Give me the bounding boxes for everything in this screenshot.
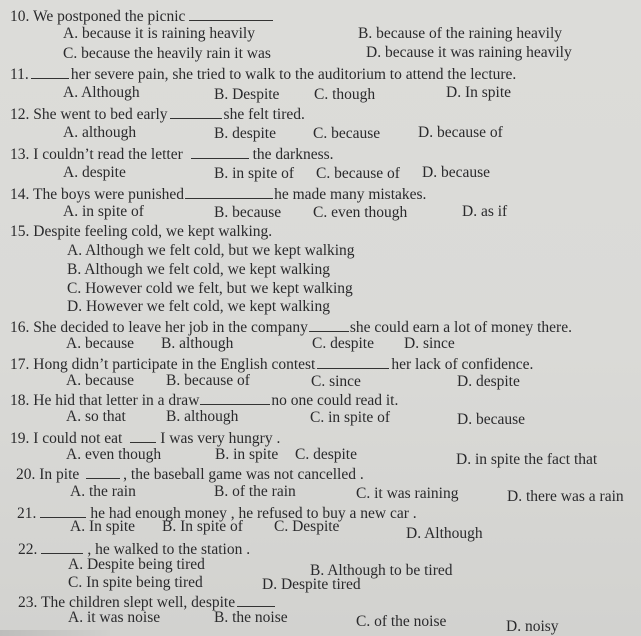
- q17-option-d: D. despite: [457, 373, 520, 390]
- q14-option-d: D. as if: [462, 203, 508, 220]
- q22-option-d: D. Despite tired: [262, 576, 361, 593]
- q12-option-c: C. because: [313, 125, 381, 142]
- q16-option-b: B. although: [161, 335, 234, 352]
- question-14-stem: 14. The boys were punished he made many mistakes.: [10, 186, 427, 203]
- q21-option-c: C. Despite: [274, 518, 340, 535]
- q23-option-b: B. the noise: [214, 609, 288, 626]
- q18-option-c: C. in spite of: [310, 409, 391, 426]
- q15-option-a: A. Although we felt cold, but we kept walking: [67, 242, 355, 259]
- q19-option-a: A. even though: [66, 446, 162, 463]
- q21-option-a: A. In spite: [70, 518, 136, 535]
- q18-option-d: D. because: [457, 411, 525, 428]
- q10-option-b: B. because of the raining heavily: [358, 25, 563, 42]
- q12-option-b: B. despite: [214, 125, 276, 142]
- q22-option-c: C. In spite being tired: [68, 574, 203, 591]
- question-11-stem: 11. her severe pain, she tried to walk to the auditorium to attend the lecture.: [10, 66, 517, 83]
- q17-option-b: B. because of: [166, 372, 250, 389]
- q23-option-d: D. noisy: [506, 618, 559, 635]
- q17-option-a: A. because: [66, 372, 134, 389]
- q11-option-a: A. Although: [63, 84, 140, 101]
- q23-option-a: A. it was noise: [68, 609, 161, 626]
- q20-option-a: A. the rain: [70, 483, 136, 500]
- page-bottom-edge: [0, 630, 110, 636]
- q13-option-c: C. because of: [316, 165, 400, 182]
- question-10-stem: 10. We postponed the picnic: [10, 6, 273, 26]
- q10-option-d: D. because it was raining heavily: [366, 44, 572, 61]
- question-12-stem: 12. She went to bed early she felt tired.: [10, 106, 305, 123]
- q14-option-b: B. because: [214, 204, 282, 221]
- q22-option-b: B. Although to be tired: [310, 562, 453, 579]
- question-15-stem: 15. Despite feeling cold, we kept walking.: [10, 223, 273, 240]
- question-16-stem: 16. She decided to leave her job in the company she could earn a lot of money there.: [10, 319, 572, 336]
- q20-option-b: B. of the rain: [214, 483, 296, 500]
- question-17-stem: 17. Hong didn’t participate in the English contest her lack of confidence.: [10, 356, 534, 373]
- q23-option-c: C. of the noise: [356, 613, 447, 630]
- q17-option-c: C. since: [311, 373, 361, 390]
- question-18-stem: 18. He hid that letter in a draw no one could read it.: [10, 392, 399, 409]
- q16-option-c: C. despite: [312, 335, 374, 352]
- q16-option-d: D. since: [404, 335, 455, 352]
- q19-option-b: B. in spite: [215, 446, 279, 463]
- q15-option-b: B. Although we felt cold, we kept walking: [67, 261, 331, 278]
- q15-option-c: C. However cold we felt, but we kept walking: [67, 280, 353, 297]
- q11-option-c: C. though: [314, 86, 376, 103]
- question-19-stem: 19. I could not eat I was very hungry .: [10, 430, 281, 447]
- q15-option-d: D. However we felt cold, we kept walking: [67, 298, 330, 315]
- q18-option-a: A. so that: [66, 408, 126, 425]
- q19-option-c: C. despite: [295, 446, 357, 463]
- question-13-stem: 13. I couldn’t read the letter the darkness.: [10, 146, 334, 163]
- question-21-stem: 21. he had enough money , he refused to buy a new car .: [17, 505, 417, 522]
- question-20-stem: 20. In pite , the baseball game was not cancelled .: [16, 466, 364, 483]
- q16-option-a: A. because: [66, 335, 134, 352]
- q22-option-a: A. Despite being tired: [68, 556, 205, 573]
- q20-option-c: C. it was raining: [356, 485, 459, 502]
- q21-option-d: D. Although: [406, 525, 483, 542]
- q13-option-d: D. because: [422, 164, 490, 181]
- q12-option-d: D. because of: [418, 124, 503, 141]
- q13-option-b: B. in spite of: [214, 165, 295, 182]
- question-23-stem: 23. The children slept well, despite: [18, 592, 277, 612]
- q10-option-a: A. because it is raining heavily: [63, 25, 255, 42]
- question-22-stem: 22. , he walked to the station .: [18, 541, 251, 558]
- q18-option-b: B. although: [166, 408, 239, 425]
- q11-option-b: B. Despite: [214, 86, 280, 103]
- q12-option-a: A. although: [63, 124, 137, 141]
- q14-option-a: A. in spite of: [63, 203, 144, 220]
- q14-option-c: C. even though: [313, 204, 408, 221]
- q19-option-d: D. in spite the fact that: [456, 451, 598, 468]
- q13-option-a: A. despite: [63, 164, 126, 181]
- q20-option-d: D. there was a rain: [507, 488, 624, 505]
- q10-option-c: C. because the heavily rain it was: [63, 45, 271, 62]
- q21-option-b: B. In spite of: [162, 518, 243, 535]
- q11-option-d: D. In spite: [446, 84, 512, 101]
